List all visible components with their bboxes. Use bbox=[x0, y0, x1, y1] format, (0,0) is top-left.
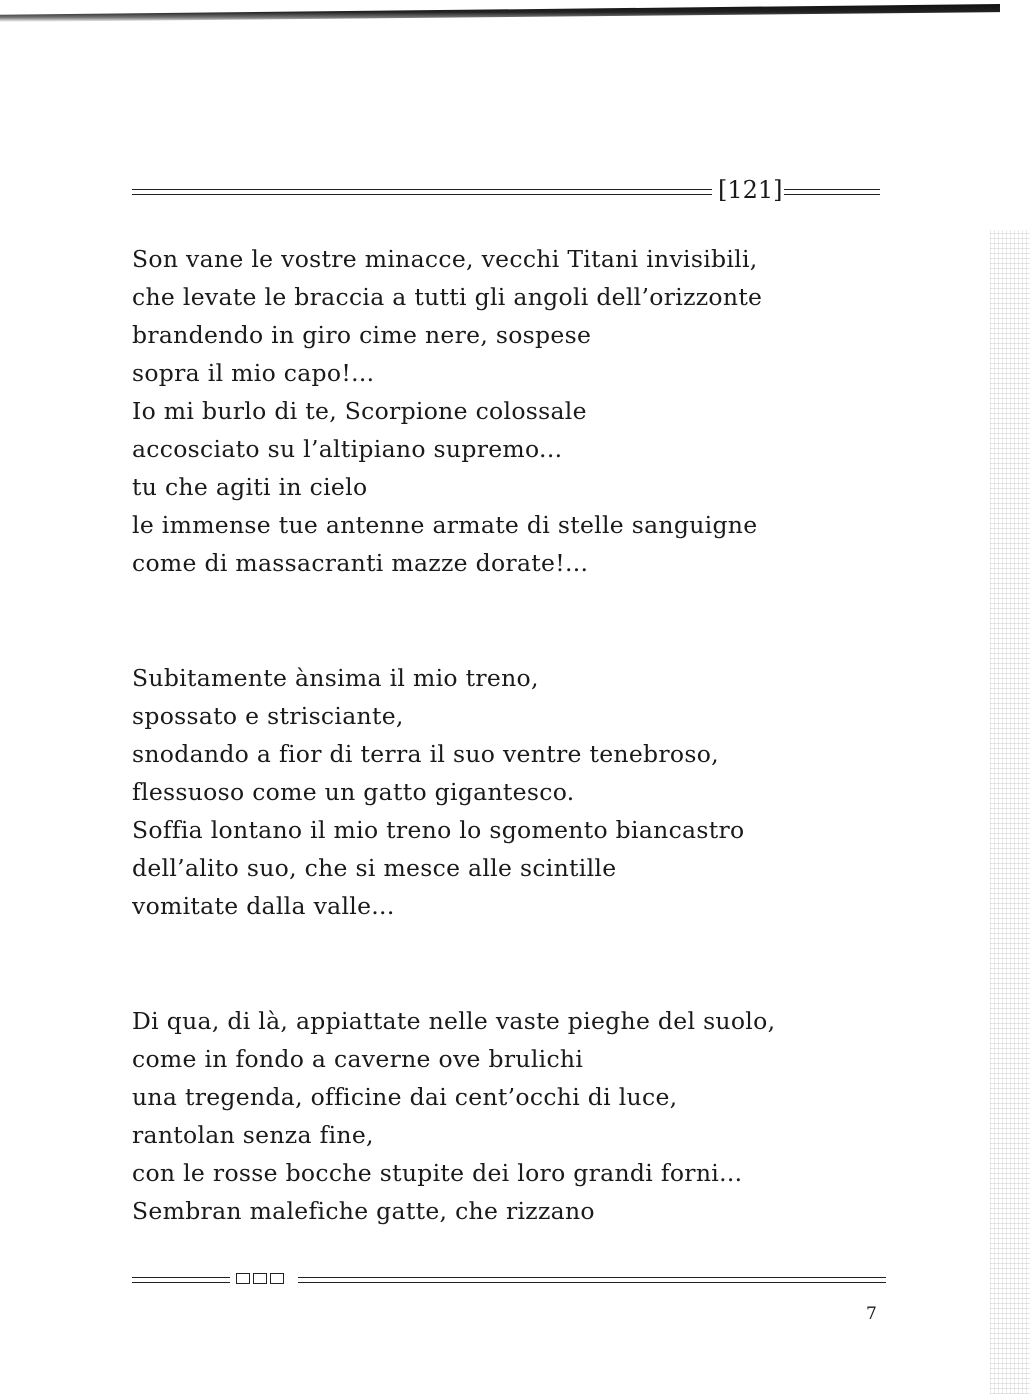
stanza-3 bbox=[132, 1002, 892, 1230]
verse-line: le immense tue antenne armate di stelle sanguigne bbox=[132, 511, 758, 539]
poem-text bbox=[132, 240, 892, 1230]
footer-ornament bbox=[236, 1273, 284, 1284]
header-rule bbox=[132, 176, 880, 204]
verse-line: snodando a fior di terra il suo ventre tenebroso, bbox=[132, 740, 719, 768]
verse-line: Son vane le vostre minacce, vecchi Titani invisibili, bbox=[132, 245, 758, 273]
verse-line: spossato e strisciante, bbox=[132, 702, 404, 730]
verse-line: Subitamente ànsima il mio treno, bbox=[132, 664, 539, 692]
verse-line: dell’alito suo, che si mesce alle scintille bbox=[132, 854, 617, 882]
verse-line: Io mi burlo di te, Scorpione colossale bbox=[132, 397, 587, 425]
header-rule-right bbox=[784, 189, 880, 195]
page-right-edge-texture bbox=[990, 230, 1030, 1394]
ornament-box bbox=[236, 1273, 250, 1284]
ornament-box bbox=[270, 1273, 284, 1284]
verse-line: con le rosse bocche stupite dei loro grandi forni... bbox=[132, 1159, 743, 1187]
header-rule-left bbox=[132, 189, 712, 195]
page-top-edge-shadow bbox=[0, 4, 1000, 22]
verse-line: Di qua, di là, appiattate nelle vaste pieghe del suolo, bbox=[132, 1007, 776, 1035]
stanza-2 bbox=[132, 659, 892, 925]
verse-line: come in fondo a caverne ove brulichi bbox=[132, 1045, 584, 1073]
footer-rule-left bbox=[132, 1277, 230, 1283]
verse-line: accosciato su l’altipiano supremo... bbox=[132, 435, 563, 463]
verse-line: rantolan senza fine, bbox=[132, 1121, 374, 1149]
verse-line: sopra il mio capo!... bbox=[132, 359, 375, 387]
verse-line: Soffia lontano il mio treno lo sgomento biancastro bbox=[132, 816, 745, 844]
stanza-1 bbox=[132, 240, 892, 582]
verse-line: vomitate dalla valle... bbox=[132, 892, 395, 920]
verse-line: brandendo in giro cime nere, sospese bbox=[132, 321, 592, 349]
ornament-box bbox=[253, 1273, 267, 1284]
verse-line: Sembran malefiche gatte, che rizzano bbox=[132, 1197, 595, 1225]
footer-rule-right bbox=[298, 1277, 886, 1283]
verse-line: una tregenda, officine dai cent’occhi di luce, bbox=[132, 1083, 678, 1111]
page-number: [121] bbox=[718, 176, 783, 204]
footer-rule bbox=[132, 1273, 886, 1287]
verse-line: come di massacranti mazze dorate!... bbox=[132, 549, 589, 577]
verse-line: tu che agiti in cielo bbox=[132, 473, 368, 501]
signature-mark: 7 bbox=[866, 1304, 877, 1324]
verse-line: flessuoso come un gatto gigantesco. bbox=[132, 778, 575, 806]
verse-line: che levate le braccia a tutti gli angoli dell’orizzonte bbox=[132, 283, 763, 311]
